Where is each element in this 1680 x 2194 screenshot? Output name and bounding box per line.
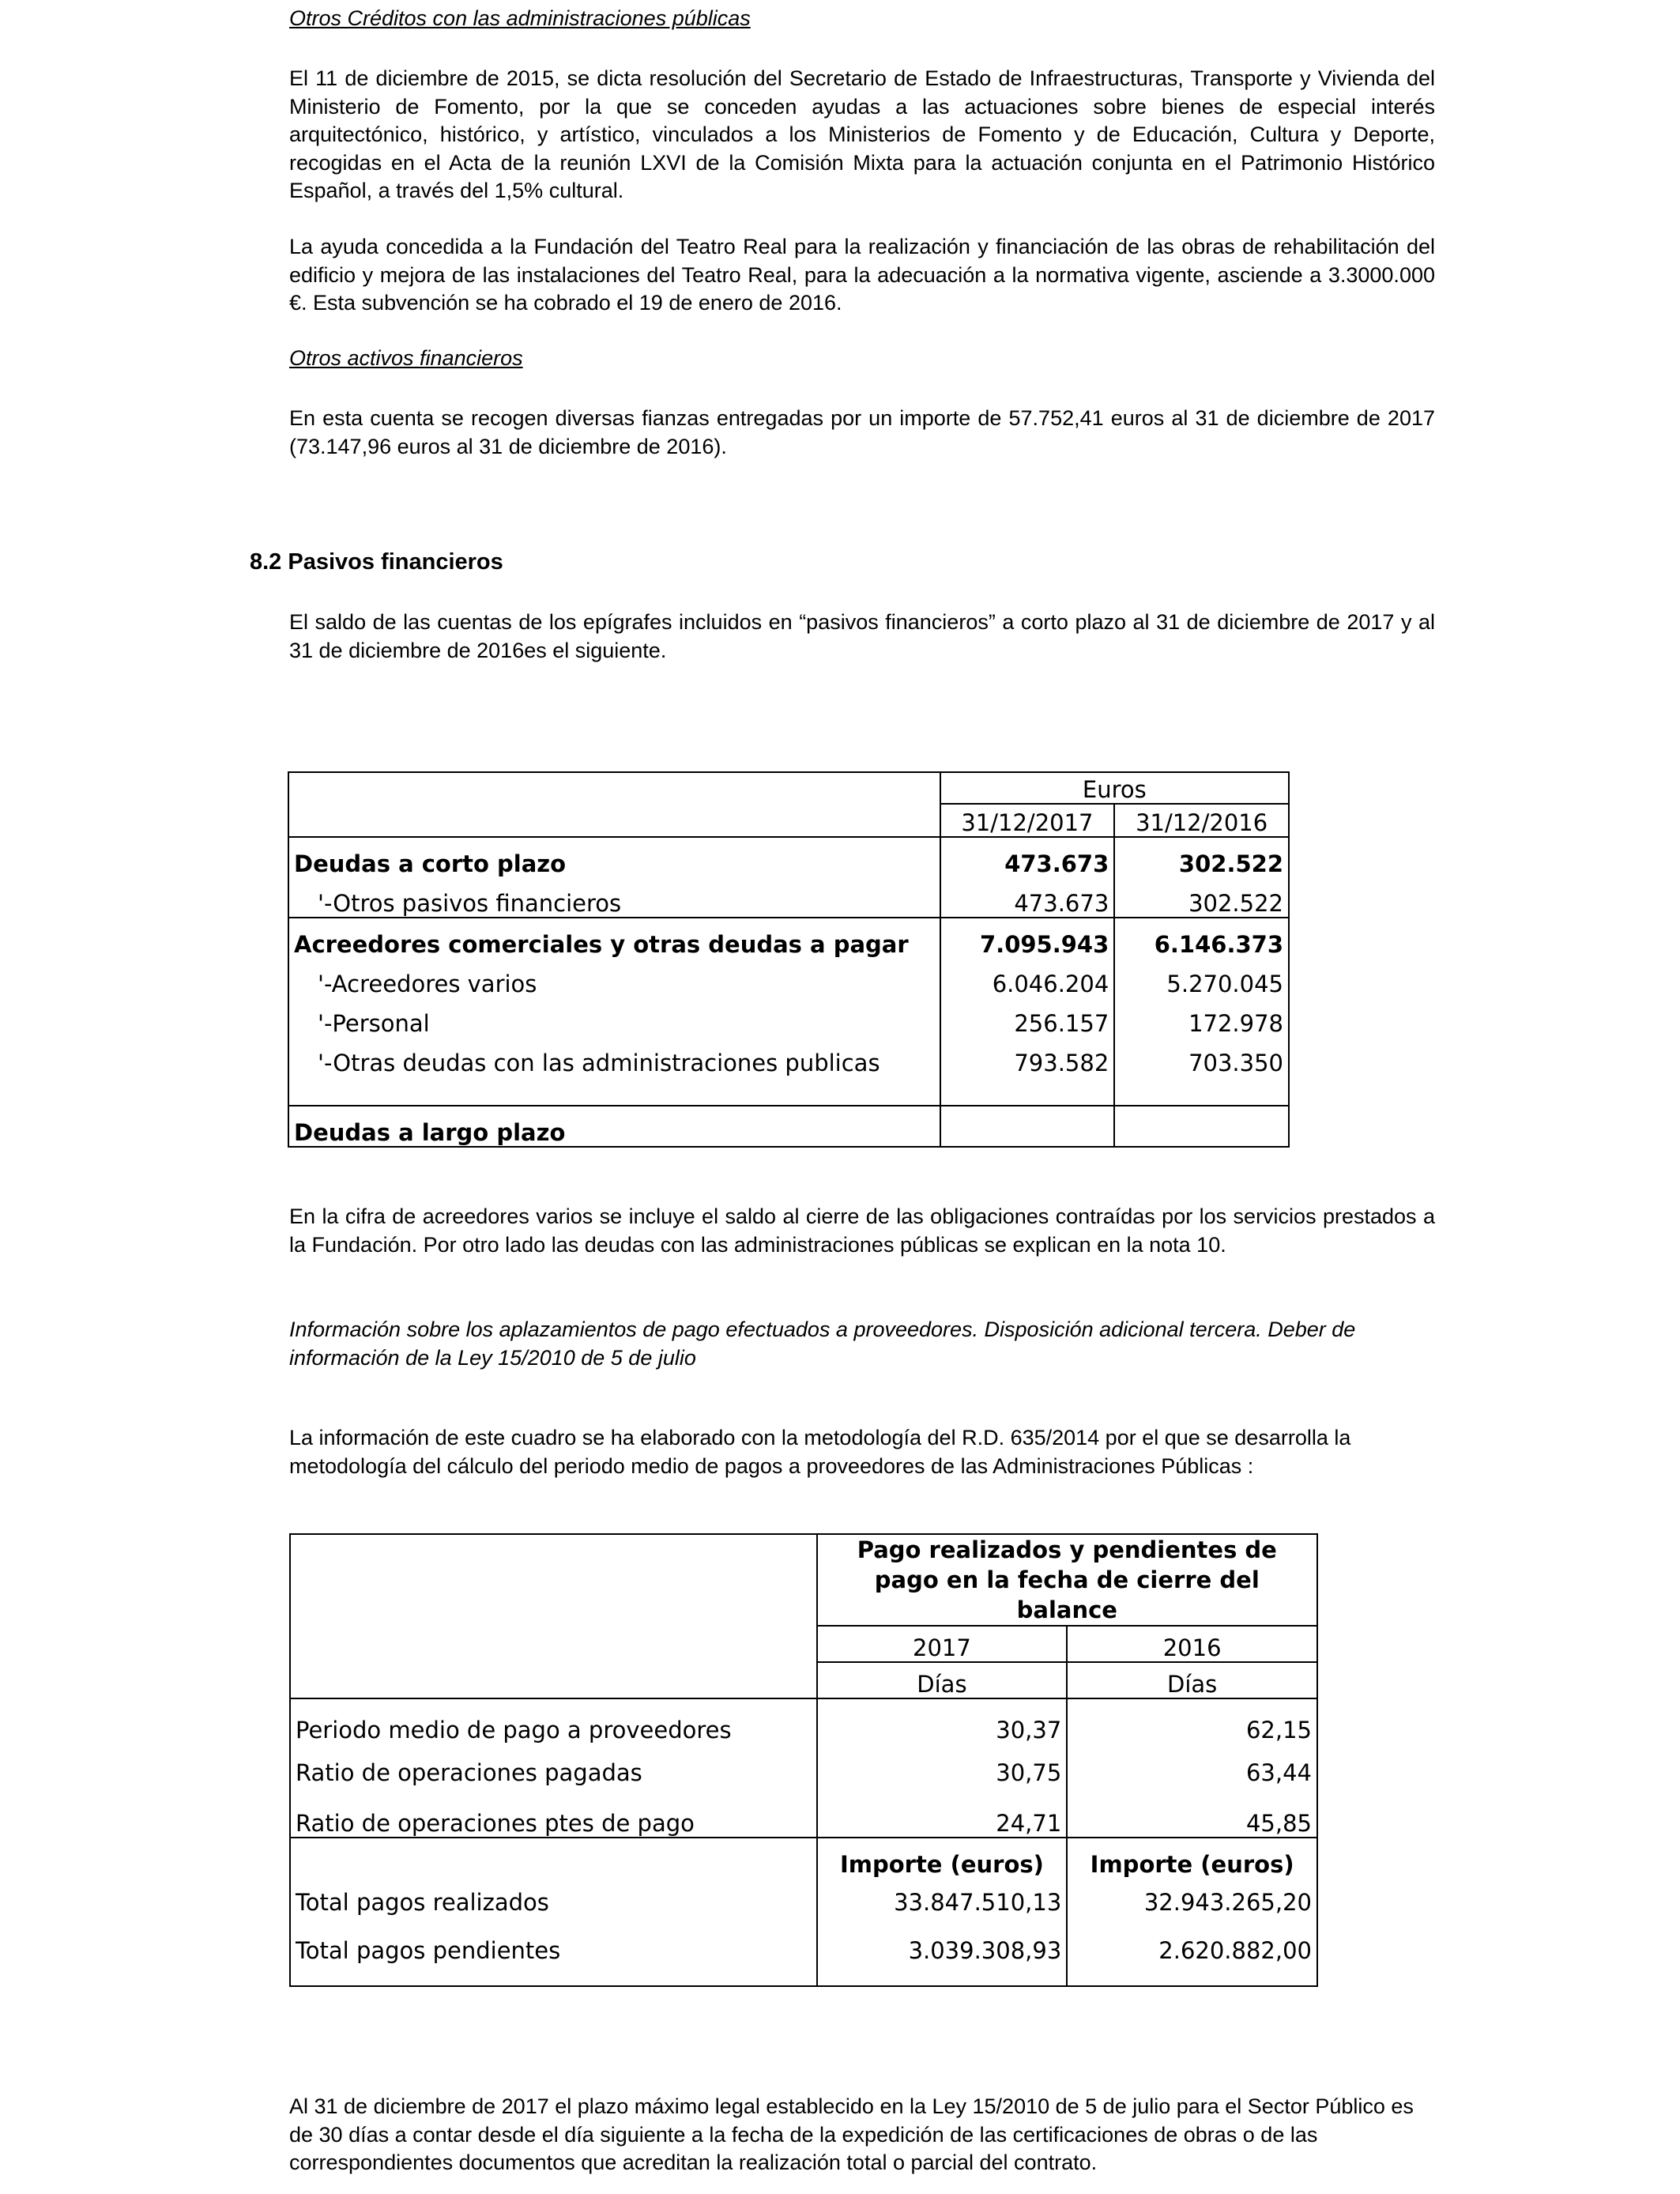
header-pagos: Pago realizados y pendientes de pago en la fecha de cierre del balance [817,1534,1317,1626]
table-row: Deudas a corto plazo 473.673 302.522 [288,837,1289,877]
paragraph-fianzas: En esta cuenta se recogen diversas fianzas entregadas por un importe de 57.752,41 euros al 31 de diciembre de 2017 (73.147,96 euros al 31 de diciembre de 2016). [289,406,1435,458]
paragraph-acreedores: En la cifra de acreedores varios se incluye el saldo al cierre de las obligaciones contraídas por los servicios prestados a la Fundación. Por otro lado las deudas con las administraciones públicas se explican en la nota 10. [289,1204,1435,1257]
unit-dias: Días [1067,1662,1317,1698]
paragraph-plazo: Al 31 de diciembre de 2017 el plazo máximo legal establecido en la Ley 15/2010 de 5 de julio para el Sector Público es de 30 días a contar desde el día siguiente a la fecha de la expedición de las certificaciones de obras o de las correspondientes documentos que acreditan la realización total o parcial del contrato. [289,2094,1414,2174]
table-row: Total pagos realizados 33.847.510,13 32.943.265,20 [290,1878,1317,1916]
table-row: '-Otros pasivos financieros 473.673 302.522 [288,877,1289,918]
pagos-table [289,1533,1318,1987]
unit-dias: Días [817,1662,1068,1698]
table-row: '-Personal 256.157 172.978 [288,997,1289,1037]
paragraph-resolucion: El 11 de diciembre de 2015, se dicta resolución del Secretario de Estado de Infraestructuras, Transporte y Vivienda del Ministerio de Fomento, por la que se conceden ayudas a las actuaciones sobre bienes de especial interés arquitectónico, histórico, y artístico, vinculados a los Ministerios de Fomento y de Educación, Cultura y Deporte, recogidas en el Acta de la reunión LXVI de la Comisión Mixta para la actuación conjunta en el Patrimonio Histórico Español, a través del 1,5% cultural. [289,66,1435,202]
paragraph-ayuda: La ayuda concedida a la Fundación del Teatro Real para la realización y financiación de las obras de rehabilitación del edificio y mejora de las instalaciones del Teatro Real, para la adecuación a la normativa vigente, asciende a 3.3000.000 €. Esta subvención se ha cobrado el 19 de enero de 2016. [289,235,1435,315]
heading-otros-activos: Otros activos financieros [289,346,523,370]
table-row: Ratio de operaciones pagadas 30,75 63,44 [290,1744,1317,1786]
table-row: Total pagos pendientes 3.039.308,93 2.620.882,00 [290,1916,1317,1986]
header-col-2017: 31/12/2017 [940,804,1115,837]
header-year-2016: 2016 [1067,1626,1317,1662]
table-row: '-Otras deudas con las administraciones publicas 793.582 703.350 [288,1037,1289,1076]
table-row: Acreedores comerciales y otras deudas a pagar 7.095.943 6.146.373 [288,918,1289,958]
pasivos-table [288,771,1290,1148]
table-row: Deudas a largo plazo [288,1106,1289,1147]
header-importe: Importe (euros) [817,1838,1068,1878]
header-importe: Importe (euros) [1067,1838,1317,1878]
header-euros: Euros [940,772,1289,804]
heading-otros-creditos: Otros Créditos con las administraciones públicas [289,6,751,30]
table-row: Periodo medio de pago a proveedores 30,37 62,15 [290,1698,1317,1744]
table-row: Ratio de operaciones ptes de pago 24,71 45,85 [290,1786,1317,1838]
paragraph-metodologia: La información de este cuadro se ha elaborado con la metodología del R.D. 635/2014 por el que se desarrolla la metodología del cálculo del periodo medio de pagos a proveedores de las Administraciones Públicas : [289,1426,1351,1478]
header-col-2016: 31/12/2016 [1114,804,1289,837]
paragraph-saldo: El saldo de las cuentas de los epígrafes incluidos en “pasivos financieros” a corto plazo al 31 de diciembre de 2017 y al 31 de diciembre de 2016es el siguiente. [289,610,1435,662]
table-row: '-Acreedores varios 6.046.204 5.270.045 [288,958,1289,997]
paragraph-aplazamientos: Información sobre los aplazamientos de pago efectuados a proveedores. Disposición adicional tercera. Deber de información de la Ley 15/2010 de 5 de julio [289,1318,1356,1370]
section-title-pasivos: 8.2 Pasivos financieros [250,549,503,575]
header-year-2017: 2017 [817,1626,1068,1662]
